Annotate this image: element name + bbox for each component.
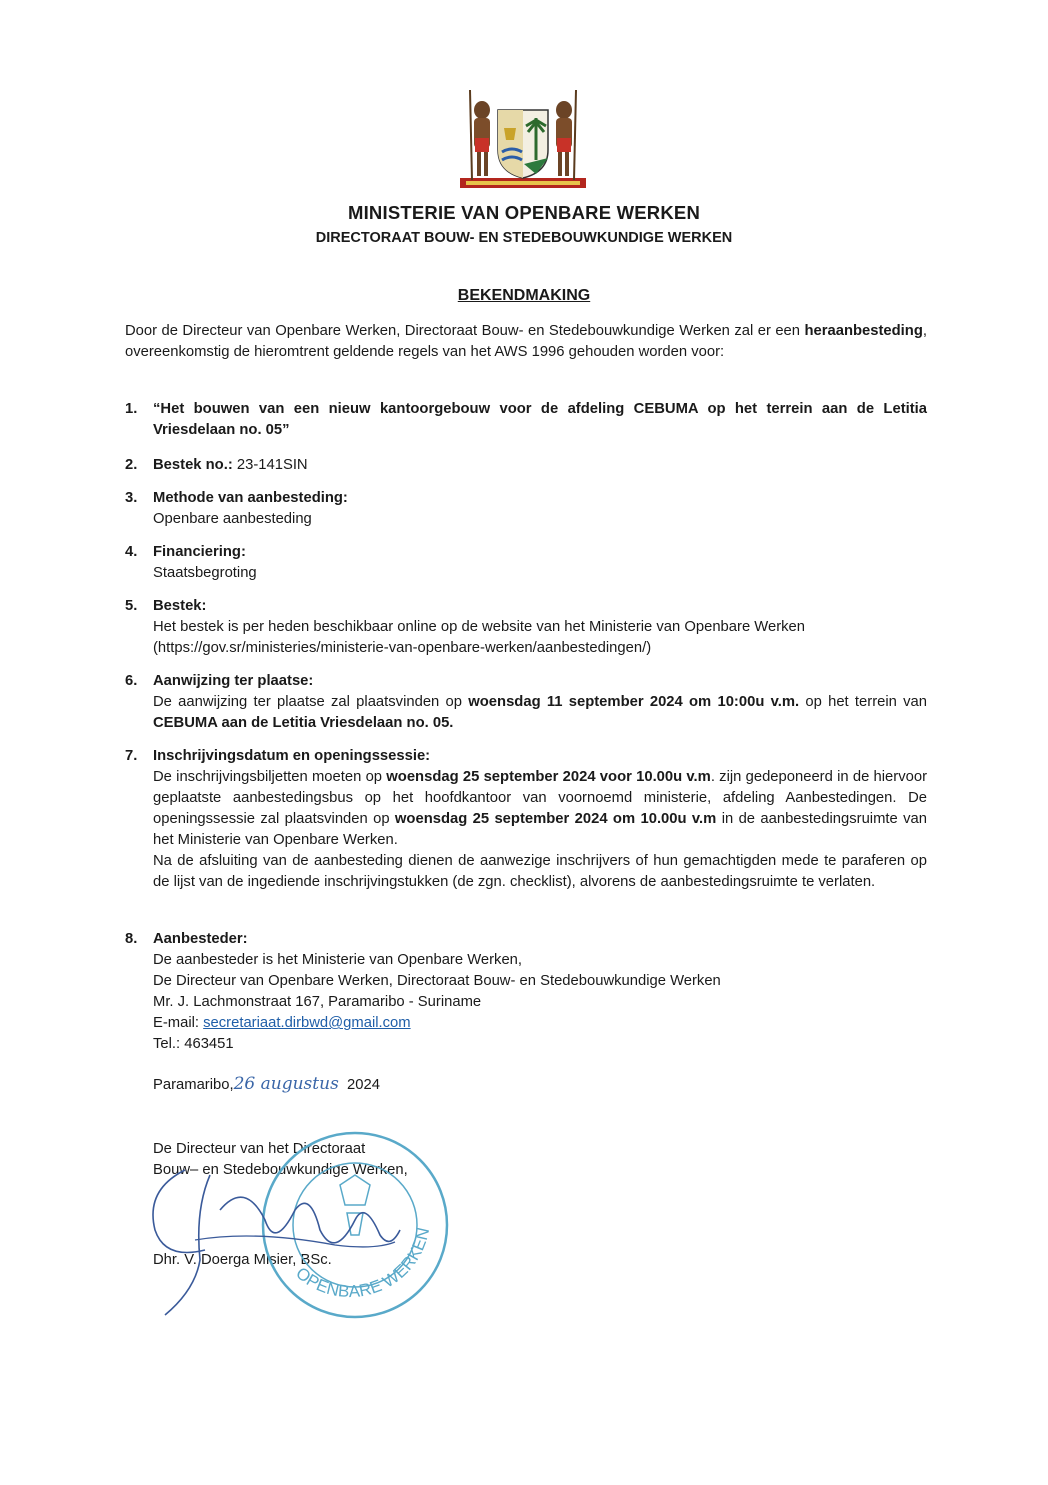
role-line: Bouw– en Stedebouwkundige Werken, bbox=[153, 1162, 408, 1178]
year: 2024 bbox=[347, 1077, 380, 1093]
address-line: Mr. J. Lachmonstraat 167, Paramaribo - Suriname bbox=[153, 994, 482, 1010]
list-item-4 bbox=[125, 542, 927, 584]
email-label: E-mail: bbox=[153, 1015, 204, 1031]
item-value: Openbare aanbesteding bbox=[153, 511, 312, 527]
list-item-3 bbox=[125, 488, 927, 530]
list-item-5 bbox=[125, 596, 927, 659]
role-line: De Directeur van het Directoraat bbox=[153, 1141, 366, 1157]
item-bold: woensdag 11 september 2024 om 10:00u v.m. bbox=[468, 694, 800, 710]
item-text: De aanwijzing ter plaatse zal plaatsvinden op bbox=[153, 694, 469, 710]
website-url: (https://gov.sr/ministeries/ministerie-van-openbare-werken/aanbestedingen/) bbox=[153, 640, 652, 656]
item-text: in de aanbestedingsruimte van het Ministerie van Openbare Werken. bbox=[153, 811, 927, 848]
ministry-title: MINISTERIE VAN OPENBARE WERKEN bbox=[347, 202, 701, 223]
intro-paragraph bbox=[125, 321, 927, 363]
item-number: 3. bbox=[125, 490, 138, 506]
notice-title: BEKENDMAKING bbox=[457, 287, 591, 304]
list-item-7 bbox=[125, 746, 927, 893]
item-bold: woensdag 25 september 2024 om 10.00u v.m bbox=[394, 811, 717, 827]
list-item-1 bbox=[125, 399, 927, 441]
email-link[interactable]: secretariaat.dirbwd@gmail.com bbox=[203, 1015, 411, 1031]
intro-text-1: Door de Directeur van Openbare Werken, Directoraat Bouw- en Stedebouwkundige Werken zal er een bbox=[125, 323, 805, 339]
coat-of-arms-logo bbox=[456, 88, 590, 192]
item-label: Methode van aanbesteding: bbox=[153, 490, 348, 506]
item-number: 4. bbox=[125, 544, 138, 560]
list-item-8 bbox=[125, 929, 927, 1055]
bestek-number: 23-141SIN bbox=[232, 457, 308, 473]
place: Paramaribo, bbox=[153, 1077, 234, 1093]
list-item-2 bbox=[125, 455, 927, 476]
item-bold: CEBUMA aan de Letitia Vriesdelaan no. 05. bbox=[153, 715, 454, 731]
item-paragraph: Na de afsluiting van de aanbesteding dienen de aanwezige inschrijvers of hun gemachtigden mede te paraferen op de lijst van de ingediende inschrijvingstukken (de zgn. checklist), alvorens de aanbestedingsruimte te verlaten. bbox=[153, 853, 927, 890]
item-number: 2. bbox=[125, 457, 138, 473]
item-label: Financiering: bbox=[153, 544, 246, 560]
phone-number: Tel.: 463451 bbox=[153, 1036, 234, 1052]
item-number: 6. bbox=[125, 673, 138, 689]
item-number: 7. bbox=[125, 748, 138, 764]
item-label: Bestek no.: bbox=[153, 457, 233, 473]
address-line: De Directeur van Openbare Werken, Directoraat Bouw- en Stedebouwkundige Werken bbox=[153, 973, 721, 989]
item-number: 5. bbox=[125, 598, 138, 614]
stamp-text: OPENBARE WERKEN bbox=[292, 1225, 434, 1302]
list-item-6 bbox=[125, 671, 927, 734]
directorate-subtitle: DIRECTORAAT BOUW- EN STEDEBOUWKUNDIGE WERKEN bbox=[315, 230, 733, 246]
place-date bbox=[153, 1074, 553, 1096]
item-label: Inschrijvingsdatum en openingssessie: bbox=[153, 748, 431, 764]
item-number: 1. bbox=[125, 401, 138, 417]
item-number: 8. bbox=[125, 931, 138, 947]
item-text: op het terrein van bbox=[799, 694, 927, 710]
item-bold: woensdag 25 september 2024 voor 10.00u v.m bbox=[386, 769, 711, 785]
intro-text-2: , overeenkomstig de hieromtrent geldende regels van het AWS 1996 gehouden worden voor: bbox=[125, 323, 927, 360]
address-line: De aanbesteder is het Ministerie van Openbare Werken, bbox=[153, 952, 523, 968]
item-text: . zijn gedeponeerd in de hiervoor geplaatste aanbestedingsbus op het hoofdkantoor van voornoemd ministerie, afdeling Aanbestedingen. De openingssessie zal plaatsvinden op bbox=[153, 769, 927, 827]
item-label: Aanwijzing ter plaatse: bbox=[153, 673, 314, 689]
item-text: De inschrijvingsbiljetten moeten op bbox=[153, 769, 387, 785]
item-label: Bestek: bbox=[153, 598, 207, 614]
intro-bold: heraanbesteding bbox=[804, 323, 923, 339]
signatory-name: Dhr. V. Doerga Misier, BSc. bbox=[153, 1252, 332, 1268]
project-title: “Het bouwen van een nieuw kantoorgebouw voor de afdeling CEBUMA op het terrein aan de Letitia Vriesdelaan no. 05” bbox=[153, 401, 927, 438]
signature bbox=[125, 1150, 425, 1320]
item-value: Staatsbegroting bbox=[153, 565, 257, 581]
handwritten-date: 26 augustus bbox=[233, 1074, 339, 1094]
item-label: Aanbesteder: bbox=[153, 931, 248, 947]
item-value: Het bestek is per heden beschikbaar online op de website van het Ministerie van Openbare Werken bbox=[153, 619, 805, 635]
